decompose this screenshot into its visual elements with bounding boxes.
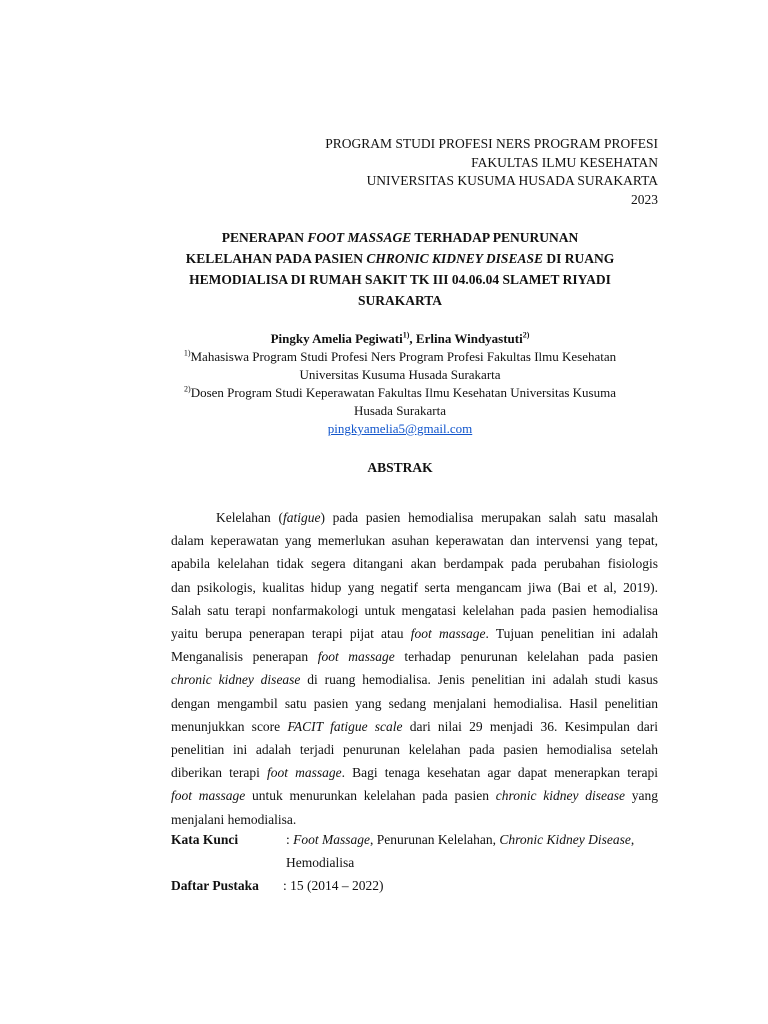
affiliation-text: Dosen Program Studi Keperawatan Fakultas Ilmu Kesehatan Universitas Kusuma bbox=[190, 385, 616, 400]
author-separator: , bbox=[409, 331, 416, 346]
affiliation-superscript: 2) bbox=[184, 384, 191, 394]
keywords-value: : Foot Massage, Penurunan Kelelahan, Chronic Kidney Disease, bbox=[286, 832, 635, 847]
author-superscript: 2) bbox=[522, 330, 530, 340]
author-block bbox=[140, 330, 660, 438]
abstract-line: diberikan terapi foot massage. Bagi tenaga kesehatan agar dapat menerapkan terapi bbox=[171, 765, 659, 781]
title-text: PENERAPAN bbox=[221, 230, 308, 245]
institution-header bbox=[325, 135, 658, 209]
abstract-line: Menganalisis penerapan foot massage terhadap penurunan kelelahan pada pasien bbox=[171, 649, 659, 665]
affiliation-text: Husada Surakarta bbox=[353, 403, 447, 418]
abstract-line: menjalani hemodialisa. bbox=[171, 811, 297, 827]
affiliation-text: Universitas Kusuma Husada Surakarta bbox=[299, 367, 501, 382]
title-text: HEMODIALISA DI RUMAH SAKIT TK III 04.06.04 SLAMET RIYADI bbox=[189, 272, 611, 287]
affiliation-1 bbox=[140, 348, 660, 366]
keywords-value-continued: Hemodialisa bbox=[286, 855, 355, 870]
author-superscript: 1) bbox=[402, 330, 410, 340]
author-name: Erlina Windyastuti bbox=[415, 331, 523, 346]
abstract-line: penelitian ini adalah terjadi penurunan kelelahan pada pasien hemodialisa setelah bbox=[171, 742, 658, 758]
affiliation-text: Mahasiswa Program Studi Profesi Ners Program Profesi Fakultas Ilmu Kesehatan bbox=[190, 349, 617, 364]
abstract-line: apabila kelelahan tidak segera ditangani akan berdampak pada perubahan fisiologis bbox=[171, 556, 658, 572]
references-value: : 15 (2014 – 2022) bbox=[283, 878, 384, 893]
abstract-body bbox=[171, 506, 658, 831]
title-text: KELELAHAN PADA PASIEN bbox=[185, 251, 367, 266]
title-italic: CHRONIC KIDNEY DISEASE bbox=[366, 251, 543, 266]
paper-title bbox=[140, 227, 660, 311]
references-label: Daftar Pustaka bbox=[171, 878, 259, 893]
affiliation-superscript: 1) bbox=[183, 348, 191, 358]
affiliation-2 bbox=[140, 384, 660, 402]
abstract-line: Kelelahan (fatigue) pada pasien hemodialisa merupakan salah satu masalah bbox=[216, 510, 658, 525]
institution-faculty: FAKULTAS ILMU KESEHATAN bbox=[471, 154, 658, 170]
institution-program: PROGRAM STUDI PROFESI NERS PROGRAM PROFESI bbox=[325, 136, 658, 151]
abstract-line: chronic kidney disease di ruang hemodialisa. Jenis penelitian ini adalah studi kasus bbox=[171, 672, 658, 688]
title-italic: FOOT MASSAGE bbox=[307, 230, 412, 245]
institution-university: UNIVERSITAS KUSUMA HUSADA SURAKARTA bbox=[366, 173, 658, 188]
keywords-label: Kata Kunci bbox=[171, 832, 239, 847]
abstract-line: dan psikologis, kualitas hidup yang negatif serta mengancam jiwa (Bai et al, 2019). bbox=[171, 579, 658, 595]
author-email-link[interactable]: pingkyamelia5@gmail.com bbox=[327, 421, 473, 436]
institution-year: 2023 bbox=[631, 191, 658, 207]
abstract-line: Salah satu terapi nonfarmakologi untuk mengatasi kelelahan pada pasien hemodialisa bbox=[171, 602, 658, 618]
abstract-line: dengan mengambil satu pasien yang sedang menjalani hemodialisa. Hasil penelitian bbox=[171, 695, 658, 711]
author-names bbox=[140, 330, 660, 348]
title-text: SURAKARTA bbox=[357, 293, 443, 308]
abstract-line: foot massage untuk menurunkan kelelahan pada pasien chronic kidney disease yang bbox=[171, 788, 658, 804]
abstract-line: yaitu berupa penerapan terapi pijat atau foot massage. Tujuan penelitian ini adalah bbox=[171, 626, 659, 642]
abstract-line: menunjukkan score FACIT fatigue scale dari nilai 29 menjadi 36. Kesimpulan dari bbox=[171, 718, 659, 734]
abstract-line: dalam keperawatan yang memerlukan asuhan keperawatan dan intervensi yang tepat, bbox=[171, 533, 658, 549]
title-text: TERHADAP PENURUNAN bbox=[411, 230, 579, 245]
abstract-heading: ABSTRAK bbox=[367, 460, 433, 475]
title-text: DI RUANG bbox=[542, 251, 615, 266]
author-name: Pingky Amelia Pegiwati bbox=[270, 331, 403, 346]
